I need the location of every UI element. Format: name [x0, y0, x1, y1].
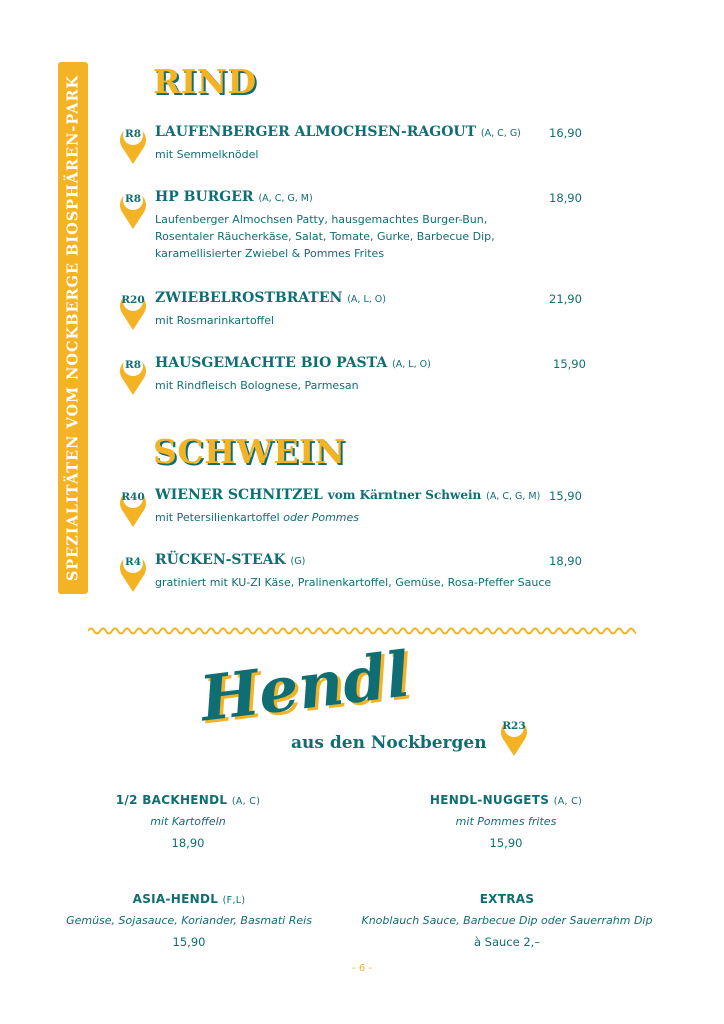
- item-allergens: (A, L, O): [347, 294, 386, 305]
- item-price: 18,90: [549, 554, 582, 568]
- location-pin-icon: [118, 549, 148, 593]
- item-description-line: Laufenberger Almochsen Patty, hausgemachtes Burger-Bun,: [155, 213, 488, 226]
- item-name: HP BURGER: [155, 189, 254, 205]
- location-pin-icon: [118, 352, 148, 396]
- item-price: 16,90: [549, 126, 582, 140]
- wave-divider: [88, 624, 636, 638]
- section-title-rind: RIND: [153, 62, 257, 101]
- item-allergens: (A, C, G): [480, 128, 521, 139]
- hendl-item-allergens: (F,L): [222, 895, 246, 906]
- item-description-italic: oder Pommes: [283, 511, 360, 524]
- location-pin-icon: [118, 287, 148, 331]
- pin-code: R8: [124, 359, 142, 371]
- pin-code: R8: [124, 193, 142, 205]
- item-allergens: (A, C, G, M): [258, 193, 313, 204]
- menu-item: [155, 189, 585, 262]
- location-pin-icon: [118, 186, 148, 230]
- item-name-line: [155, 124, 585, 140]
- item-name-line: [155, 487, 585, 503]
- item-price: 18,90: [549, 191, 582, 205]
- hendl-item: [406, 793, 606, 850]
- item-allergens: (A, C, G, M): [486, 491, 541, 502]
- item-price: 15,90: [553, 357, 586, 371]
- hendl-item: [352, 892, 662, 949]
- hendl-item: [58, 892, 320, 949]
- pin-code: R4: [124, 556, 142, 568]
- item-name: HAUSGEMACHTE BIO PASTA: [155, 355, 388, 371]
- hendl-item-name: EXTRAS: [479, 892, 535, 906]
- item-name-line: [155, 552, 585, 568]
- menu-item: [155, 290, 585, 329]
- item-name: RÜCKEN-STEAK: [155, 552, 286, 568]
- hendl-item-name-line: [406, 793, 606, 807]
- hendl-item-price: 15,90: [489, 836, 523, 850]
- menu-item: [155, 355, 585, 394]
- sidebar-banner: [58, 62, 88, 594]
- menu-item: [155, 124, 585, 163]
- pin-code: R23: [502, 720, 526, 732]
- pin-code: R40: [121, 491, 145, 503]
- hendl-subtitle: aus den Nockbergen: [291, 733, 487, 753]
- item-description: mit Rosmarinkartoffel: [155, 314, 275, 327]
- item-description-line: Rosentaler Räucherkäse, Salat, Tomate, Gurke, Barbecue Dip,: [155, 230, 495, 243]
- hendl-item-name-line: [88, 793, 288, 807]
- hendl-item-name-line: [352, 892, 662, 906]
- item-name-line: [155, 189, 585, 205]
- hendl-item: [88, 793, 288, 850]
- hendl-item-name: 1/2 BACKHENDL: [115, 793, 228, 807]
- item-allergens: (G): [290, 556, 306, 567]
- pin-code: R20: [121, 294, 145, 306]
- hendl-item-price: 15,90: [172, 935, 206, 949]
- item-description-line: karamellisierter Zwiebel & Pommes Frites: [155, 247, 385, 260]
- item-price: 15,90: [549, 489, 582, 503]
- item-description: [155, 509, 585, 526]
- hendl-item-allergens: (A, C): [553, 796, 583, 807]
- section-title-schwein: SCHWEIN: [153, 432, 346, 471]
- item-price: 21,90: [549, 292, 582, 306]
- menu-item: [155, 552, 585, 591]
- hendl-item-description: mit Pommes frites: [455, 815, 557, 828]
- hendl-item-description: Knoblauch Sauce, Barbecue Dip oder Sauerrahm Dip: [361, 914, 653, 927]
- hendl-item-allergens: (A, C): [231, 796, 261, 807]
- pin-code: R8: [124, 128, 142, 140]
- item-name-line: [155, 290, 585, 306]
- location-pin-icon: [499, 713, 529, 757]
- hendl-item-description: Gemüse, Sojasauce, Koriander, Basmati Reis: [66, 914, 312, 927]
- sidebar-text: SPEZIALITÄTEN VOM NOCKBERGE BIOSPHÄREN-PARK: [64, 74, 82, 582]
- item-description-text: mit Petersilienkartoffel: [155, 511, 280, 524]
- hendl-item-name-line: [58, 892, 320, 906]
- hendl-item-name: ASIA-HENDL: [132, 892, 219, 906]
- item-description: mit Semmelknödel: [155, 148, 259, 161]
- item-description: mit Rindfleisch Bolognese, Parmesan: [155, 379, 359, 392]
- item-description: [155, 211, 585, 262]
- item-name: WIENER SCHNITZEL: [155, 487, 323, 503]
- page-number: - 6 -: [352, 963, 372, 974]
- menu-item: [155, 487, 585, 526]
- location-pin-icon: [118, 484, 148, 528]
- item-name-suffix: vom Kärntner Schwein: [327, 488, 482, 502]
- item-name: ZWIEBELROSTBRATEN: [155, 290, 343, 306]
- item-name: LAUFENBERGER ALMOCHSEN-RAGOUT: [155, 124, 477, 140]
- hendl-title: Hendl: [196, 637, 414, 736]
- item-description: gratiniert mit KU-ZI Käse, Pralinenkartoffel, Gemüse, Rosa-Pfeffer Sauce: [155, 576, 552, 589]
- hendl-item-name: HENDL-NUGGETS: [429, 793, 550, 807]
- item-name-line: [155, 355, 585, 371]
- hendl-item-price: à Sauce 2,–: [473, 935, 541, 949]
- hendl-item-price: 18,90: [171, 836, 205, 850]
- hendl-item-description: mit Kartoffeln: [150, 815, 226, 828]
- item-allergens: (A, L, O): [392, 359, 431, 370]
- location-pin-icon: [118, 121, 148, 165]
